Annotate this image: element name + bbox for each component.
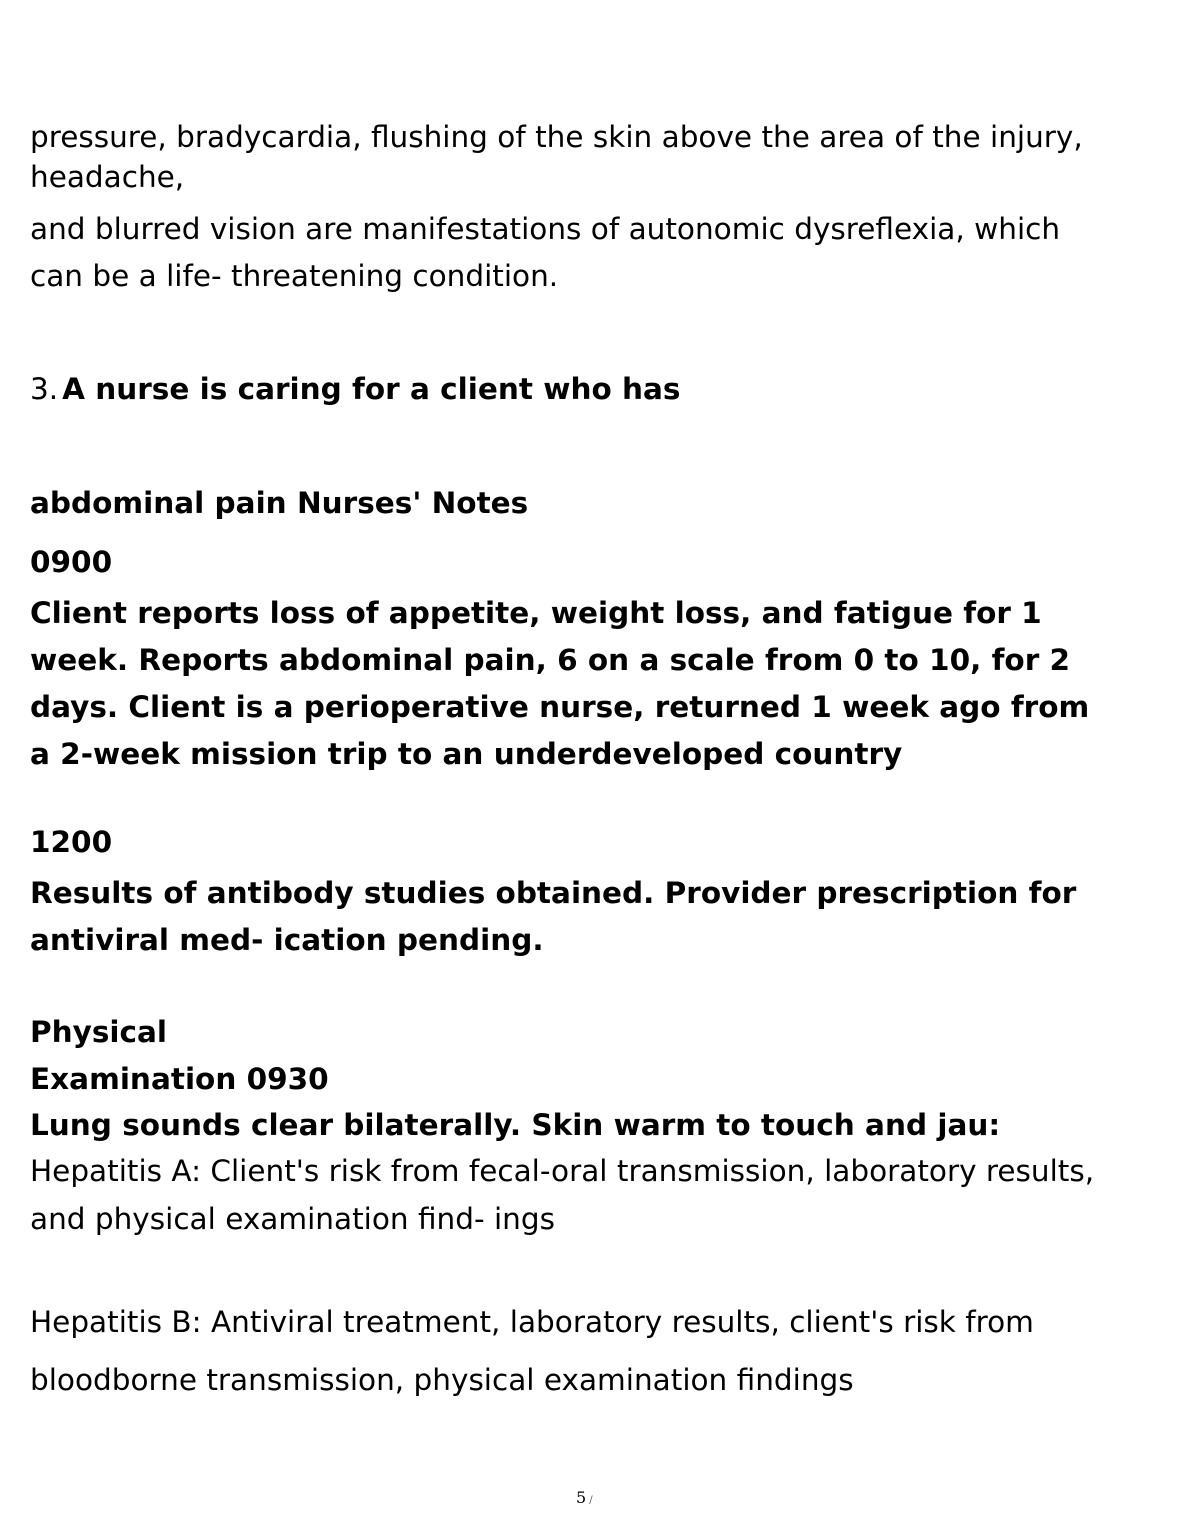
- page-number: 5: [576, 1488, 587, 1507]
- answer-hepatitis-b-line-1: Hepatitis B: Antiviral treatment, laboratory results, client's risk from: [30, 1305, 1034, 1339]
- physical-exam-time: Examination 0930: [30, 1062, 329, 1096]
- physical-heading: Physical: [30, 1015, 168, 1049]
- question-number: 3.: [30, 372, 59, 406]
- page-footer: [576, 1488, 593, 1511]
- answer-hepatitis-b-line-2: bloodborne transmission, physical examination findings: [30, 1363, 854, 1397]
- note-line: days. Client is a perioperative nurse, returned 1 week ago from: [30, 690, 1090, 724]
- continuation-line-4: can be a life- threatening condition.: [30, 259, 559, 293]
- note-line: Client reports loss of appetite, weight loss, and fatigue for 1: [30, 596, 1042, 630]
- answer-hepatitis-a-line-2: and physical examination find- ings: [30, 1202, 555, 1236]
- continuation-line-2: headache,: [30, 160, 185, 194]
- question-stem: A nurse is caring for a client who has: [62, 372, 681, 406]
- continuation-line-3: and blurred vision are manifestations of autonomic dysreflexia, which: [30, 212, 1061, 246]
- continuation-line-1: pressure, bradycardia, flushing of the skin above the area of the injury,: [30, 120, 1083, 154]
- note-line: Results of antibody studies obtained. Provider prescription for: [30, 876, 1077, 910]
- note-line: a 2-week mission trip to an underdeveloped country: [30, 737, 903, 771]
- physical-finding: Lung sounds clear bilaterally. Skin warm to touch and jau:: [30, 1108, 1001, 1142]
- note-time: 1200: [30, 825, 113, 859]
- question-subtitle: abdominal pain Nurses' Notes: [30, 486, 529, 520]
- note-time: 0900: [30, 545, 113, 579]
- page-separator: /: [589, 1495, 593, 1506]
- answer-hepatitis-a-line-1: Hepatitis A: Client's risk from fecal-oral transmission, laboratory results,: [30, 1154, 1095, 1188]
- note-line: antiviral med- ication pending.: [30, 923, 544, 957]
- question-heading: [30, 371, 680, 407]
- note-line: week. Reports abdominal pain, 6 on a scale from 0 to 10, for 2: [30, 643, 1071, 677]
